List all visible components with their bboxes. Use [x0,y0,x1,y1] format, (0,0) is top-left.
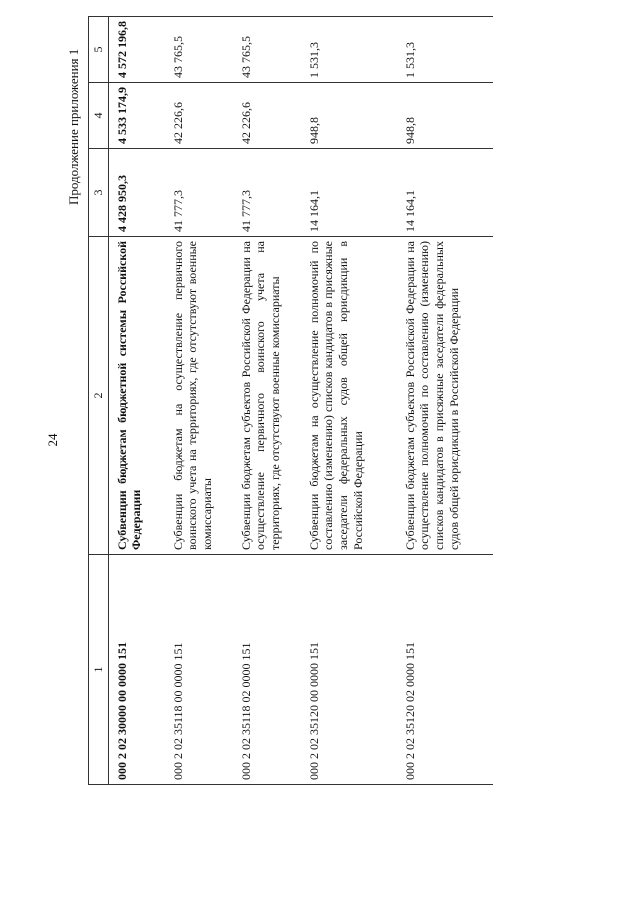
row-code: 000 2 02 35118 02 0000 151 [233,555,301,785]
row-code: 000 2 02 30000 00 0000 151 [108,555,165,785]
row-value-col5: 1 531,3 [397,17,493,83]
row-value-col3: 14 164,1 [301,149,397,237]
row-name: Субвенции бюджетам субъектов Российской Федерации на осуществление первичного воинского учета на территориях, где отсутствуют военные комиссариаты [233,237,301,555]
row-name: Субвенции бюджетам субъектов Российской Федерации на осуществление полномочий по составлению (изменению) списков кандидатов в присяжные заседатели федеральных судов общей юрисдикции в Российской Федерации [397,237,493,555]
row-value-col4: 4 533 174,9 [108,83,165,149]
table-row [301,17,397,785]
header-col-4: 4 [89,83,109,149]
row-value-col3: 41 777,3 [165,149,233,237]
table-row [233,17,301,785]
row-value-col4: 948,8 [301,83,397,149]
row-code: 000 2 02 35120 02 0000 151 [397,555,493,785]
row-value-col5: 43 765,5 [165,17,233,83]
row-name: Субвенции бюджетам на осуществление полномочий по составлению (изменению) списков кандидатов в присяжные заседатели федеральных судов общей юрисдикции в Российской Федерации [301,237,397,555]
header-col-1: 1 [89,555,109,785]
header-col-3: 3 [89,149,109,237]
row-value-col5: 43 765,5 [233,17,301,83]
row-value-col4: 948,8 [397,83,493,149]
table-row [397,17,493,785]
row-value-col3: 41 777,3 [233,149,301,237]
header-col-5: 5 [89,17,109,83]
row-value-col4: 42 226,6 [165,83,233,149]
appendix-caption: Продолжение приложения 1 [66,48,81,205]
page-number: 24 [45,433,60,447]
row-name: Субвенции бюджетам на осуществление первичного воинского учета на территориях, где отсутствуют военные комиссариаты [165,237,233,555]
row-code: 000 2 02 35120 00 0000 151 [301,555,397,785]
row-value-col4: 42 226,6 [233,83,301,149]
row-name: Субвенции бюджетам бюджетной системы Российской Федерации [108,237,165,555]
row-value-col3: 4 428 950,3 [108,149,165,237]
table-header-row [89,17,109,785]
table-row [108,17,165,785]
row-value-col3: 14 164,1 [397,149,493,237]
row-value-col5: 4 572 196,8 [108,17,165,83]
row-value-col5: 1 531,3 [301,17,397,83]
budget-table [88,16,493,785]
row-code: 000 2 02 35118 00 0000 151 [165,555,233,785]
table-row [165,17,233,785]
header-col-2: 2 [89,237,109,555]
